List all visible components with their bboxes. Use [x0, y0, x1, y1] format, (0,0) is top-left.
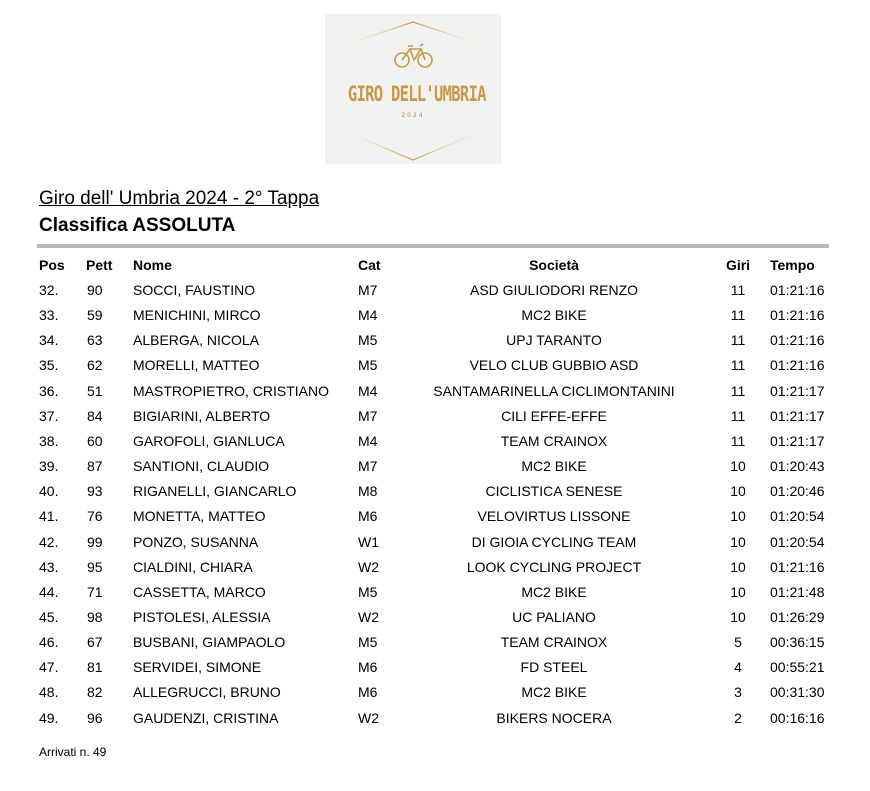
row-cat: W2 [358, 609, 379, 625]
row-cat: M8 [358, 483, 378, 500]
row-giri: 11 [730, 432, 746, 449]
row-giri: 2 [734, 709, 742, 726]
row-societa: CILI EFFE-EFFE [501, 407, 607, 424]
row-giri: 11 [730, 332, 746, 349]
row-pett: 90 [87, 282, 103, 298]
table-row [0, 481, 870, 501]
logo-title: GIRO DELL'UMBRIA [347, 82, 486, 106]
row-giri: 10 [730, 609, 746, 625]
table-row [0, 708, 870, 728]
row-tempo: 01:26:29 [770, 609, 825, 625]
row-tempo: 01:20:54 [770, 533, 825, 550]
row-tempo: 01:21:16 [770, 332, 825, 349]
row-cat: M7 [358, 458, 378, 474]
row-tempo: 01:21:17 [770, 407, 825, 424]
row-name: MENICHINI, MIRCO [133, 307, 261, 324]
row-pos: 39. [39, 458, 59, 474]
row-tempo: 01:21:17 [770, 382, 825, 399]
row-giri: 10 [730, 458, 746, 474]
row-name: BIGIARINI, ALBERTO [133, 407, 271, 424]
row-pett: 99 [87, 533, 103, 550]
logo-year: 2024 [401, 112, 425, 119]
row-pett: 51 [87, 382, 103, 399]
table-row [0, 632, 870, 652]
row-cat: M5 [358, 583, 378, 600]
row-societa: CICLISTICA SENESE [485, 483, 623, 500]
row-pett: 95 [87, 558, 103, 575]
row-name: ALBERGA, NICOLA [133, 332, 260, 349]
row-tempo: 01:21:16 [770, 558, 825, 575]
row-name: CIALDINI, CHIARA [133, 558, 253, 575]
row-pett: 84 [87, 407, 103, 424]
row-pett: 71 [87, 583, 103, 600]
row-pett: 81 [87, 659, 103, 676]
row-pett: 96 [87, 709, 103, 726]
row-pos: 42. [39, 533, 59, 550]
row-pos: 45. [39, 609, 59, 625]
row-giri: 10 [730, 533, 746, 550]
row-tempo: 00:31:30 [770, 684, 825, 701]
col-pett: Pett [86, 257, 113, 273]
row-giri: 3 [734, 684, 742, 701]
row-pos: 49. [39, 709, 59, 726]
table-row [0, 657, 870, 677]
row-societa: MC2 BIKE [521, 307, 587, 324]
row-name: ALLEGRUCCI, BRUNO [133, 684, 281, 701]
page-title: Giro dell' Umbria 2024 - 2° Tappa [39, 188, 320, 209]
row-cat: W1 [358, 533, 379, 550]
row-tempo: 01:20:54 [770, 508, 825, 525]
row-giri: 10 [730, 508, 746, 525]
col-name: Nome [133, 257, 172, 273]
row-cat: M5 [358, 332, 378, 349]
row-societa: TEAM CRAINOX [500, 634, 608, 651]
table-row [0, 607, 870, 627]
table-row [0, 431, 870, 451]
table-row [0, 506, 870, 526]
table-row [0, 456, 870, 476]
col-societa: Società [529, 257, 579, 273]
row-tempo: 01:21:16 [770, 307, 825, 324]
row-cat: M6 [358, 659, 378, 676]
row-pett: 98 [87, 609, 103, 625]
row-societa: DI GIOIA CYCLING TEAM [471, 533, 637, 550]
row-cat: M5 [358, 357, 378, 374]
row-name: MASTROPIETRO, CRISTIANO [133, 382, 330, 399]
row-name: MONETTA, MATTEO [133, 508, 266, 525]
row-tempo: 01:20:43 [770, 458, 825, 474]
table-row [0, 355, 870, 375]
row-name: GAROFOLI, GIANLUCA [133, 432, 285, 449]
row-tempo: 00:16:16 [770, 709, 825, 726]
row-societa: UC PALIANO [512, 609, 596, 625]
row-cat: W2 [358, 709, 379, 726]
row-name: CASSETTA, MARCO [133, 583, 266, 600]
row-societa: MC2 BIKE [521, 684, 587, 701]
row-societa: MC2 BIKE [521, 583, 587, 600]
row-tempo: 00:36:15 [770, 634, 825, 651]
row-societa: BIKERS NOCERA [496, 709, 612, 726]
row-name: PONZO, SUSANNA [133, 533, 259, 550]
row-cat: M4 [358, 307, 378, 324]
row-cat: M6 [358, 508, 378, 525]
row-tempo: 01:21:16 [770, 282, 825, 298]
row-pos: 32. [39, 282, 59, 298]
row-name: PISTOLESI, ALESSIA [133, 609, 271, 625]
row-pett: 82 [87, 684, 103, 701]
row-pos: 34. [39, 332, 59, 349]
row-pos: 44. [39, 583, 59, 600]
row-pett: 93 [87, 483, 103, 500]
row-societa: SANTAMARINELLA CICLIMONTANINI [433, 382, 675, 399]
row-cat: M6 [358, 684, 378, 701]
row-cat: M7 [358, 407, 378, 424]
row-name: SERVIDEI, SIMONE [133, 659, 262, 676]
table-row [0, 682, 870, 702]
row-pett: 63 [87, 332, 103, 349]
table-row [0, 280, 870, 300]
row-societa: VELOVIRTUS LISSONE [477, 508, 631, 525]
table-row [0, 532, 870, 552]
row-pos: 35. [39, 357, 59, 374]
row-giri: 11 [730, 282, 746, 298]
row-societa: TEAM CRAINOX [500, 432, 608, 449]
row-giri: 10 [730, 483, 746, 500]
row-cat: M4 [358, 432, 378, 449]
row-pett: 76 [87, 508, 103, 525]
row-cat: W2 [358, 558, 379, 575]
row-tempo: 01:20:46 [770, 483, 825, 500]
col-pos: Pos [39, 257, 65, 273]
table-row [0, 381, 870, 401]
arrivals-count: Arrivati n. 49 [39, 745, 107, 759]
row-cat: M5 [358, 634, 378, 651]
row-cat: M4 [358, 382, 378, 399]
row-pos: 33. [39, 307, 59, 324]
page-subtitle: Classifica ASSOLUTA [39, 215, 236, 236]
row-tempo: 00:55:21 [770, 659, 825, 676]
table-row [0, 406, 870, 426]
row-tempo: 01:21:48 [770, 583, 825, 600]
row-pos: 46. [39, 634, 59, 651]
row-giri: 11 [730, 307, 746, 324]
table-row [0, 557, 870, 577]
row-pos: 37. [39, 407, 59, 424]
row-giri: 10 [730, 583, 746, 600]
table-header [0, 255, 870, 275]
row-tempo: 01:21:16 [770, 357, 825, 374]
row-name: RIGANELLI, GIANCARLO [133, 483, 297, 500]
row-pett: 67 [87, 634, 103, 651]
row-pos: 47. [39, 659, 59, 676]
row-societa: VELO CLUB GUBBIO ASD [469, 357, 639, 374]
row-pos: 36. [39, 382, 59, 399]
row-tempo: 01:21:17 [770, 432, 825, 449]
row-giri: 5 [734, 634, 742, 651]
row-pett: 62 [87, 357, 103, 374]
event-logo [325, 14, 501, 164]
row-name: SOCCI, FAUSTINO [133, 282, 256, 298]
row-pos: 38. [39, 432, 59, 449]
col-tempo: Tempo [770, 257, 815, 273]
row-name: GAUDENZI, CRISTINA [133, 709, 279, 726]
header-divider [37, 244, 829, 248]
row-pett: 60 [87, 432, 103, 449]
row-giri: 11 [730, 382, 746, 399]
row-pos: 40. [39, 483, 59, 500]
row-name: MORELLI, MATTEO [133, 357, 260, 374]
table-row [0, 330, 870, 350]
bicycle-icon [395, 44, 432, 67]
row-giri: 4 [734, 659, 742, 676]
row-name: SANTIONI, CLAUDIO [133, 458, 270, 474]
row-pos: 43. [39, 558, 59, 575]
row-societa: UPJ TARANTO [506, 332, 602, 349]
row-societa: LOOK CYCLING PROJECT [466, 558, 642, 575]
row-pett: 87 [87, 458, 103, 474]
row-societa: FD STEEL [520, 659, 588, 676]
row-pos: 48. [39, 684, 59, 701]
col-cat: Cat [358, 257, 381, 273]
row-pett: 59 [87, 307, 103, 324]
row-pos: 41. [39, 508, 59, 525]
table-row [0, 305, 870, 325]
row-societa: MC2 BIKE [521, 458, 587, 474]
col-giri: Giri [725, 257, 751, 273]
row-giri: 10 [730, 558, 746, 575]
row-name: BUSBANI, GIAMPAOLO [133, 634, 286, 651]
table-row [0, 582, 870, 602]
row-giri: 11 [730, 357, 746, 374]
row-cat: M7 [358, 282, 378, 298]
row-giri: 11 [730, 407, 746, 424]
row-societa: ASD GIULIODORI RENZO [469, 282, 639, 298]
